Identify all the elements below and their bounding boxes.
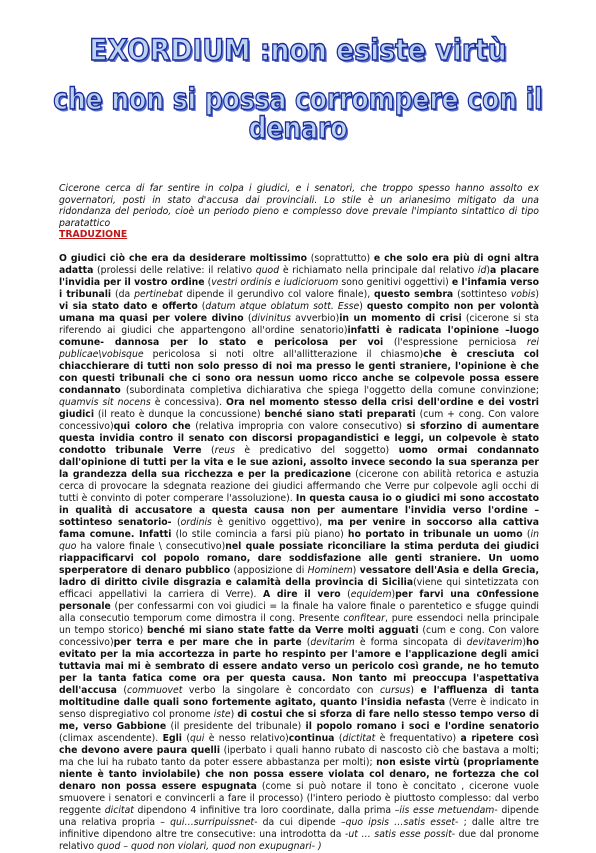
title-line-2: che non si possa corrompere con il denaro [53,82,543,145]
italic-text-segment: commuovet [127,685,183,696]
text-segment: ( [340,589,351,600]
text-segment: - da cui dipende – [254,817,346,828]
italic-text-segment: quod [255,265,280,276]
italic-text-segment: pertinebat [134,289,183,300]
text-segment: ) [410,685,421,696]
text-segment: ( [334,733,343,744]
text-segment: (soprattutto) [307,253,374,264]
text-segment: (sottinteso [453,289,511,300]
text-segment: ) [359,301,367,312]
text-segment: ) [352,565,360,576]
bold-text-segment: questo sembra [374,289,454,300]
text-segment: è richiamato nella principale dal relativo [279,265,478,276]
text-segment: è concessiva). [150,397,227,408]
text-segment: pericolosa si noti oltre all'allitterazione il chiasmo) [143,349,424,360]
text-segment: ( [197,301,206,312]
bold-text-segment: si sforzino di aumentare questa invidia contro il senato con discorsi propagandistici e leggi, un colpevole è stato condotto tribunale Verre [59,421,539,456]
bold-text-segment: e l'infamia verso i tribunali [59,277,539,300]
text-segment: ha valore finale \ consecutivo) [76,541,226,552]
text-segment: (l'espressione perniciosa [383,337,527,348]
italic-text-segment: quamvis sit nocens [59,397,151,408]
bold-text-segment: ma per venire in soccorso alla cattiva fama comune. Infatti [59,517,539,540]
text-segment: è nesso relativo) [204,733,289,744]
text-segment: (viene qui sintetizzata con efficaci appellativi la carriera di Verre). [59,577,539,600]
section-heading: TRADUZIONE [59,229,128,240]
bold-text-segment: O giudici ciò che era da desiderare moltissimo [59,253,308,264]
translation-body [59,253,539,853]
text-segment: (apposizione di [230,565,308,576]
text-segment: ( [522,529,531,540]
bold-text-segment: In questa causa io o giudici mi sono accostato in qualità di accusatore a questa causa non per aumentare l'invidia verso l'ordine – sottinteso senatorio- [59,493,539,528]
italic-text-segment: id [477,265,487,276]
text-segment: (lo stile comincia a farsi più piano) [171,529,348,540]
text-segment: dipende il gerundivo col valore finale), [182,289,375,300]
text-segment: ( [181,733,190,744]
text-segment: (il presidente del tribunale) [166,721,306,732]
text-segment: è forma sincopata di [354,637,467,648]
text-segment: (cicerone si sta riferendo ai giudici che appartengono all'ordine senatorio) [59,313,539,336]
text-segment: ) [230,709,238,720]
text-segment: (come si può notare il tono è concitato , cicerone vuole smuovere i senatori e convincerli a fare il processo) (l'intero periodo è piuttosto complesso: dal verbo reggente [59,781,539,816]
bold-text-segment: per terra e per mare che in parte [113,637,302,648]
text-segment: - due dal pronome relativo [59,829,540,852]
text-segment: ( [204,277,212,288]
text-segment: è predicativo del soggetto) [234,445,399,456]
italic-text-segment: qui [189,733,205,744]
italic-text-segment: datum atque oblatum sott. Esse [205,301,360,312]
text-segment: ( [243,313,252,324]
bold-text-segment: non esiste virtù (propriamente niente è tanto inviolabile) che non possa essere violata col denaro, ne fortezza che col denaro non possa essere espugnata [59,757,539,792]
text-segment: è frequentativo) [375,733,461,744]
page-title [0,33,596,145]
italic-text-segment: devitarim [310,637,355,648]
bold-text-segment: questo compito non per volontà umana ma quasi per volere divino [59,301,539,324]
text-segment: avverbio) [290,313,340,324]
italic-text-segment: cursus [379,685,411,696]
italic-text-segment: in quo [59,529,539,552]
text-segment: - dipende una relativa propria – [59,805,539,828]
bold-text-segment: vi sia stato dato e offerto [59,301,198,312]
bold-text-segment: ho portato in tribunale un uomo [347,529,523,540]
text-segment: ) [522,637,526,648]
text-segment: è genitivo oggettivo), [211,517,328,528]
text-segment: ( [171,517,181,528]
italic-text-segment: ordinis [180,517,212,528]
italic-text-segment: equidem [350,589,392,600]
bold-text-segment: benché siano stati preparati [264,409,416,420]
italic-text-segment: reus [214,445,235,456]
text-segment: verbo la singolare è concordato con [182,685,380,696]
bold-text-segment: e che solo era più di ogni altra adatta [59,253,540,276]
bold-text-segment: a ripetere così che devono avere paura quelli [59,733,539,756]
text-segment: (Verre è indicato in senso dispregiativo col pronome [59,697,539,720]
bold-text-segment: uomo ormai condannato dall'opinione di tutti per la vita e le sue azioni, assolto invece secondo la sua speranza per la grandezza della sua ricchezza e per la predicazione [59,445,539,480]
text-segment: dipendono 4 infinitive tra loro coordinate, dalla prima – [133,805,400,816]
italic-text-segment: rei publicae\vobisque [59,337,540,360]
text-segment: sono genitivi oggettivi) [338,277,452,288]
bold-text-segment: a placare l'invidia per il vostro ordine [59,265,540,288]
bold-text-segment: Ora nel momento stesso della crisi dell'ordine e dei vostri giudici [59,397,539,420]
italic-text-segment: divinitus [251,313,291,324]
italic-text-segment: vestri ordinis e iudicioruom [211,277,339,288]
title-line-1: EXORDIUM :non esiste virtù [89,33,507,67]
bold-text-segment: infatti è radicata l'opinione –luogo comune- dannosa per lo stato e pericolosa per voi [59,325,539,348]
italic-text-segment: Hominem [307,565,353,576]
italic-text-segment: qui…surripuissnet [170,817,255,828]
italic-text-segment: dicitat [104,805,134,816]
text-segment: (iperbato i quali hanno rubato di nascosto ciò che bastava a molti; ma che lui ha rubato tanto da poter essere abbastanza per molti); [59,745,539,768]
intro-paragraph: Cicerone cerca di far sentire in colpa i giudici, e i senatori, che troppo spesso hanno assolto ex governatori, posti in stato d'accusa dai provinciali. Lo stile è un arianesimo mitigato da una ridondanza del periodo, cioè un periodo pieno e complesso dove prevale l'impianto sintattico di tipo paratattico [59,183,539,229]
text-segment: ) [391,589,396,600]
bold-text-segment: ho evitato per la mia accortezza in parte ho respinto per l'amore e l'applicazione degli amici tuttavia mai mi è sembrato di essere andato verso un pericolo così grande, ne ho temuto per la tanta fatica come ora per questa causa. Non tanto mi preoccupa l'aspettativa dell'accusa [59,637,539,696]
text-segment: (relativa impropria con valore consecutivo) [190,421,407,432]
italic-text-segment: iis esse metuendam [399,805,495,816]
text-segment: (per confessarmi con voi giudici = la finale ha valore finale o parentetico e sfugge quindi alla consecutio temporum come dimostra il cong. Presente [59,601,539,624]
italic-text-segment: ut … satis esse possit [348,829,452,840]
italic-text-segment: confitear [343,613,385,624]
bold-text-segment: in un momento di crisi [339,313,462,324]
italic-text-segment: quod – quod non violari, quod non exupugnari- ) [97,841,322,852]
text-segment: (cum e cong. Con valore concessivo) [59,625,540,648]
text-segment: (cicerone con abilità retorica e astuzia cerca di provocare la sdegnata reazione dei giudici affermando che Verre pur colpevole agli occhi di tutti è convinto di poter comperare l'assoluzione). [59,469,539,504]
text-segment: (cum + cong. Con valore concessivo) [59,409,539,432]
italic-text-segment: quo ipsis …satis esset [345,817,456,828]
italic-text-segment: devitaverim [466,637,523,648]
text-segment: (climax ascendente). [59,733,163,744]
text-segment: ( [301,637,311,648]
text-segment: (il reato è dunque la concussione) [94,409,265,420]
bold-text-segment: per farvi una c0nfessione personale [59,589,539,612]
bold-text-segment: e l'affluenza di tanta moltitudine dalle quali sono fortemente agitato, quanto l'insidia nefasta [59,685,539,708]
text-segment: (subordinata completiva dichiarativa che spiega l'oggetto della comune convinzione; [120,385,539,396]
text-segment: (da [111,289,135,300]
text-segment: ( [201,445,215,456]
text-segment: (prolessi delle relative: il relativo [93,265,256,276]
italic-text-segment: vobis [510,289,536,300]
italic-text-segment: iste [213,709,231,720]
bold-text-segment: Egli [162,733,182,744]
text-segment: ) [486,265,490,276]
text-segment: - ; dalle altre tre infinitive dipendono altre tre consecutive: una introdotta da - [59,817,539,840]
bold-text-segment: benché mi siano state fatte da Verre molti agguati [146,625,419,636]
text-segment: , pure essendoci nella principale un tempo storico) [59,613,539,636]
bold-text-segment: continua [288,733,335,744]
bold-text-segment: vessatore dell'Asia e della Grecia, ladro di diritto civile disgrazia e calamità della provincia di Sicilia [59,565,539,588]
italic-text-segment: dictitat [342,733,376,744]
bold-text-segment: che è cresciuta col chiacchierare di tutti non solo presso di noi ma presso le genti straniere, l'opinione è che con questi tribunali che ci sono ora nessun uomo ricco anche se colpevole possa essere condannato [59,349,539,396]
bold-text-segment: il popolo romano i soci e l'ordine senatorio [305,721,540,732]
bold-text-segment: A dire il vero [262,589,341,600]
bold-text-segment: nel quale possiate riconciliare la stima perduta dei giudici riappacificarvi col popolo romano, dare soddisfazione alle genti straniere. Un uomo sperperatore di denaro pubblico [59,541,540,576]
text-segment: ( [116,685,128,696]
bold-text-segment: di costui che si sforza di fare nello stesso tempo verso di me, verso Gabbione [59,709,539,732]
text-segment: ) [535,289,539,300]
bold-text-segment: qui coloro che [113,421,191,432]
